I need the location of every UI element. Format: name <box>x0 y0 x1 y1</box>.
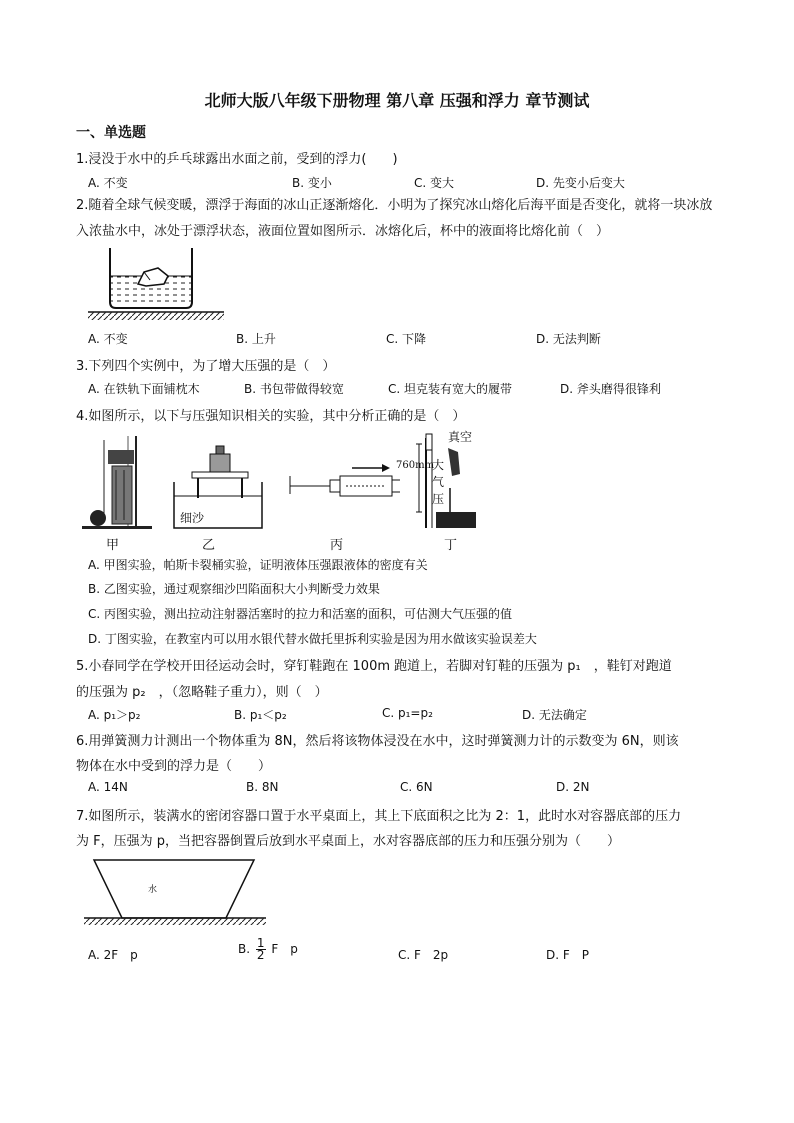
question-5-line2: 的压强为 p₂ ，（忽略鞋子重力），则（ ） <box>76 685 328 700</box>
fig-760mm-label: 760mm <box>396 460 435 471</box>
q4-option-c: C. 丙图实验，测出拉动注射器活塞时的拉力和活塞的面积，可估测大气压强的值 <box>88 607 513 621</box>
question-7-line1: 7.如图所示，装满水的密闭容器口置于水平桌面上，其上下底面积之比为 2：1，此时水对容器底部的压力 <box>76 809 682 824</box>
section-heading: 一、单选题 <box>76 125 146 141</box>
fig-atm-char-2: 气 <box>432 475 445 489</box>
q1-option-a: A. 不变 <box>88 176 128 190</box>
fig-vacuum-label: 真空 <box>448 430 473 444</box>
q7-option-b-prefix: B. <box>238 942 251 956</box>
question-6-line2: 物体在水中受到的浮力是（ ） <box>76 759 272 774</box>
q3-option-c: C. 坦克装有宽大的履带 <box>388 382 513 396</box>
q5-option-b: B. p₁＜p₂ <box>234 708 287 722</box>
fig-water-label: 水 <box>148 885 158 895</box>
fig-bing-syringe <box>290 464 400 496</box>
question-6-line1: 6.用弹簧测力计测出一个物体重为 8N，然后将该物体浸没在水中，这时弹簧测力计的示数变为 6N，则该 <box>76 734 679 749</box>
q6-option-d: D. 2N <box>556 780 590 794</box>
question-3-text: 3.下列四个实例中，为了增大压强的是（ ） <box>76 359 336 374</box>
fig-atm-char-1: 大 <box>432 458 445 472</box>
q7-option-b <box>238 938 298 961</box>
fig-label-bing: 丙 <box>330 538 344 553</box>
fig-atm-char-3: 压 <box>432 492 445 506</box>
fig-label-ding: 丁 <box>444 538 458 553</box>
q7-option-a: A. 2F p <box>88 948 138 962</box>
fraction-numerator: 1 <box>256 936 265 950</box>
question-4-text: 4.如图所示，以下与压强知识相关的实验，其中分析正确的是（ ） <box>76 409 466 424</box>
q4-option-b: B. 乙图实验，通过观察细沙凹陷面积大小判断受力效果 <box>88 582 380 596</box>
q5-option-a: A. p₁＞p₂ <box>88 708 141 722</box>
page-title: 北师大版八年级下册物理 第八章 压强和浮力 章节测试 <box>204 91 590 110</box>
q2-option-c: C. 下降 <box>386 332 427 346</box>
beaker-ice-figure <box>84 244 232 324</box>
q5-option-c: C. p₁=p₂ <box>382 706 433 720</box>
q6-option-c: C. 6N <box>400 780 433 794</box>
question-7-line2: 为 F，压强为 p，当把容器倒置后放到水平桌面上，水对容器底部的压力和压强分别为（ ） <box>76 834 620 849</box>
fig-label-yi: 乙 <box>202 538 216 553</box>
q6-option-b: B. 8N <box>246 780 279 794</box>
fraction-one-half <box>256 938 266 961</box>
q4-option-a: A. 甲图实验，帕斯卡裂桶实验，证明液体压强跟液体的密度有关 <box>88 558 428 572</box>
q4-option-d: D. 丁图实验，在教室内可以用水银代替水做托里拆利实验是因为用水做该实验误差大 <box>88 632 537 646</box>
trapezoid-container-figure <box>80 856 270 928</box>
q2-option-a: A. 不变 <box>88 332 128 346</box>
question-1-text: 1.浸没于水中的乒乓球露出水面之前，受到的浮力( ) <box>76 152 398 167</box>
q2-option-d: D. 无法判断 <box>536 332 601 346</box>
q7-option-d: D. F P <box>546 948 590 962</box>
q1-option-c: C. 变大 <box>414 176 455 190</box>
q3-option-d: D. 斧头磨得很锋利 <box>560 382 661 396</box>
q7-option-c: C. F 2p <box>398 948 449 962</box>
fig-ding-torricelli <box>416 434 476 528</box>
fraction-denominator: 2 <box>256 948 265 962</box>
q3-option-a: A. 在铁轨下面铺枕木 <box>88 382 200 396</box>
q1-option-b: B. 变小 <box>292 176 332 190</box>
q5-option-d: D. 无法确定 <box>522 708 587 722</box>
fig-label-jia: 甲 <box>106 538 120 553</box>
question-2-text: 2.随着全球气候变暖，漂浮于海面的冰山正逐渐熔化．小明为了探究冰山熔化后海平面是否变化，就将一块冰放入浓盐水中，冰处于漂浮状态，液面位置如图所示．冰熔化后，杯中的液面将比熔化前（ ） <box>76 198 713 239</box>
q7-option-b-text: F p <box>271 942 298 956</box>
question-5-line1: 5.小春同学在学校开田径运动会时，穿钉鞋跑在 100m 跑道上，若脚对钉鞋的压强为 p₁ ，鞋钉对跑道 <box>76 659 672 674</box>
q1-option-d: D. 先变小后变大 <box>536 176 625 190</box>
q6-option-a: A. 14N <box>88 780 128 794</box>
q3-option-b: B. 书包带做得较宽 <box>244 382 344 396</box>
q2-option-b: B. 上升 <box>236 332 276 346</box>
fig-sand-label: 细沙 <box>180 511 205 525</box>
fig-jia-pascal-barrel <box>82 436 152 529</box>
